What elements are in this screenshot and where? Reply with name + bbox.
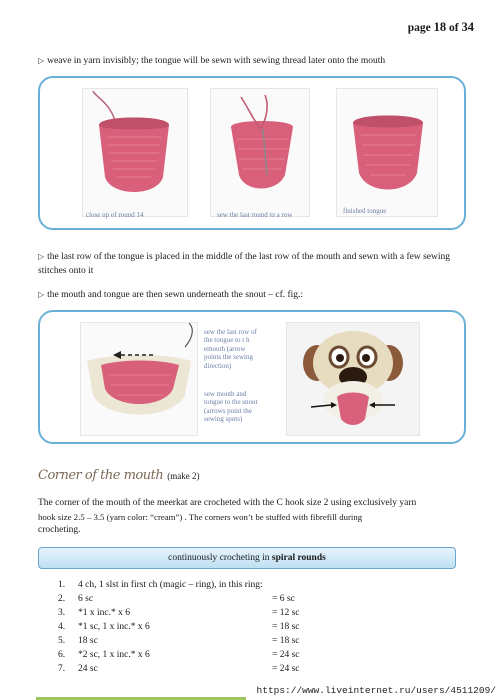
figure-tongue-steps — [38, 76, 466, 230]
page-of: of — [449, 22, 459, 34]
photo-mouth-tongue — [80, 322, 198, 436]
note-line: the tongue to t h — [204, 336, 250, 345]
list-item — [38, 608, 458, 622]
banner-prefix: continuously crocheting in — [168, 553, 270, 563]
footer-url[interactable]: https://www.liveinternet.ru/users/4511209/ — [256, 685, 496, 696]
step-instruction: 6 sc — [78, 594, 94, 604]
intro-text: weave in yarn invisibly; the tongue will be sewn with sewing thread later onto the mouth — [47, 56, 386, 66]
description-line: hook size 2.5 – 3.5 (yarn color: “cream”) . The corners won’t be stuffed with fibrefill during — [38, 511, 363, 522]
note-line: (arrows point the — [204, 406, 252, 415]
step-instruction: *2 sc, 1 x inc.* x 6 — [78, 650, 150, 660]
step-instruction: 4 ch, 1 slst in first ch (magic – ring), in this ring: — [78, 580, 263, 590]
caption-1: close up of round 14 — [86, 211, 144, 219]
step-result: = 24 sc — [272, 664, 300, 674]
photo-round-14 — [82, 88, 188, 217]
step-result: = 6 sc — [272, 594, 295, 604]
step-result: = 18 sc — [272, 622, 300, 632]
page-total: 34 — [461, 20, 474, 34]
step-number: 7. — [58, 664, 66, 674]
note-line: sew the last row of — [204, 328, 257, 336]
note-sew-last-row — [204, 328, 284, 370]
list-item — [38, 650, 458, 664]
banner-emphasis: spiral rounds — [271, 553, 326, 563]
step-instruction: 24 sc — [78, 664, 98, 674]
step-result: = 12 sc — [272, 608, 300, 618]
note-line: sew mouth and — [204, 390, 247, 398]
section-count: (make 2) — [167, 471, 200, 481]
step-result: = 24 sc — [272, 650, 300, 660]
step-instruction: *1 sc, 1 x inc.* x 6 — [78, 622, 150, 632]
para-tongue-placement — [38, 250, 458, 278]
list-item — [38, 636, 458, 650]
list-item — [38, 594, 458, 608]
step-number: 4. — [58, 622, 66, 632]
step-number: 5. — [58, 636, 66, 646]
spiral-rounds-banner — [38, 547, 456, 569]
list-item — [38, 622, 458, 636]
triangle-bullet-icon: ▷ — [38, 252, 45, 261]
para-tongue-placement-text: the last row of the tongue is placed in the middle of the last row of the mouth and sewn with a few sewing stitches onto it — [38, 252, 451, 276]
description-line: The corner of the mouth of the meerkat are crocheted with the C hook size 2 using exclusively yarn — [38, 498, 417, 508]
step-number: 2. — [58, 594, 66, 604]
page-number — [408, 20, 474, 35]
section-title: Corner of the mouth — [38, 468, 164, 483]
section-heading — [38, 466, 199, 484]
note-line: emouth (arrow — [204, 344, 246, 353]
description-line: crocheting. — [38, 525, 81, 535]
note-line: direction) — [204, 361, 232, 370]
section-description — [38, 497, 468, 538]
para-sew-under-snout-text: the mouth and tongue are then sewn underneath the snout – cf. fig.: — [47, 290, 304, 300]
list-item — [38, 580, 458, 594]
note-line: tongue to the snout — [204, 398, 258, 407]
photo-sew-last-round — [210, 88, 310, 217]
step-number: 6. — [58, 650, 66, 660]
caption-3: finished tongue — [343, 207, 387, 215]
step-number: 3. — [58, 608, 66, 618]
step-instruction: 18 sc — [78, 636, 98, 646]
triangle-bullet-icon: ▷ — [38, 56, 45, 65]
step-result: = 18 sc — [272, 636, 300, 646]
photo-meerkat-face — [286, 322, 420, 436]
page-prefix: page — [407, 22, 431, 34]
intro-line — [38, 54, 478, 69]
note-line: points the sewing — [204, 353, 253, 362]
caption-2: sew the last round to a row — [217, 211, 293, 219]
step-number: 1. — [58, 580, 66, 590]
para-sew-under-snout — [38, 288, 458, 303]
list-item — [38, 664, 458, 678]
figure-mouth-assembly — [38, 310, 466, 444]
triangle-bullet-icon: ▷ — [38, 290, 45, 299]
photo-finished-tongue — [336, 88, 438, 217]
note-sew-mouth — [204, 390, 284, 424]
round-instructions — [38, 580, 458, 678]
note-line: sewing spots) — [204, 415, 243, 424]
page-current: 18 — [433, 20, 447, 34]
step-instruction: *1 x inc.* x 6 — [78, 608, 130, 618]
